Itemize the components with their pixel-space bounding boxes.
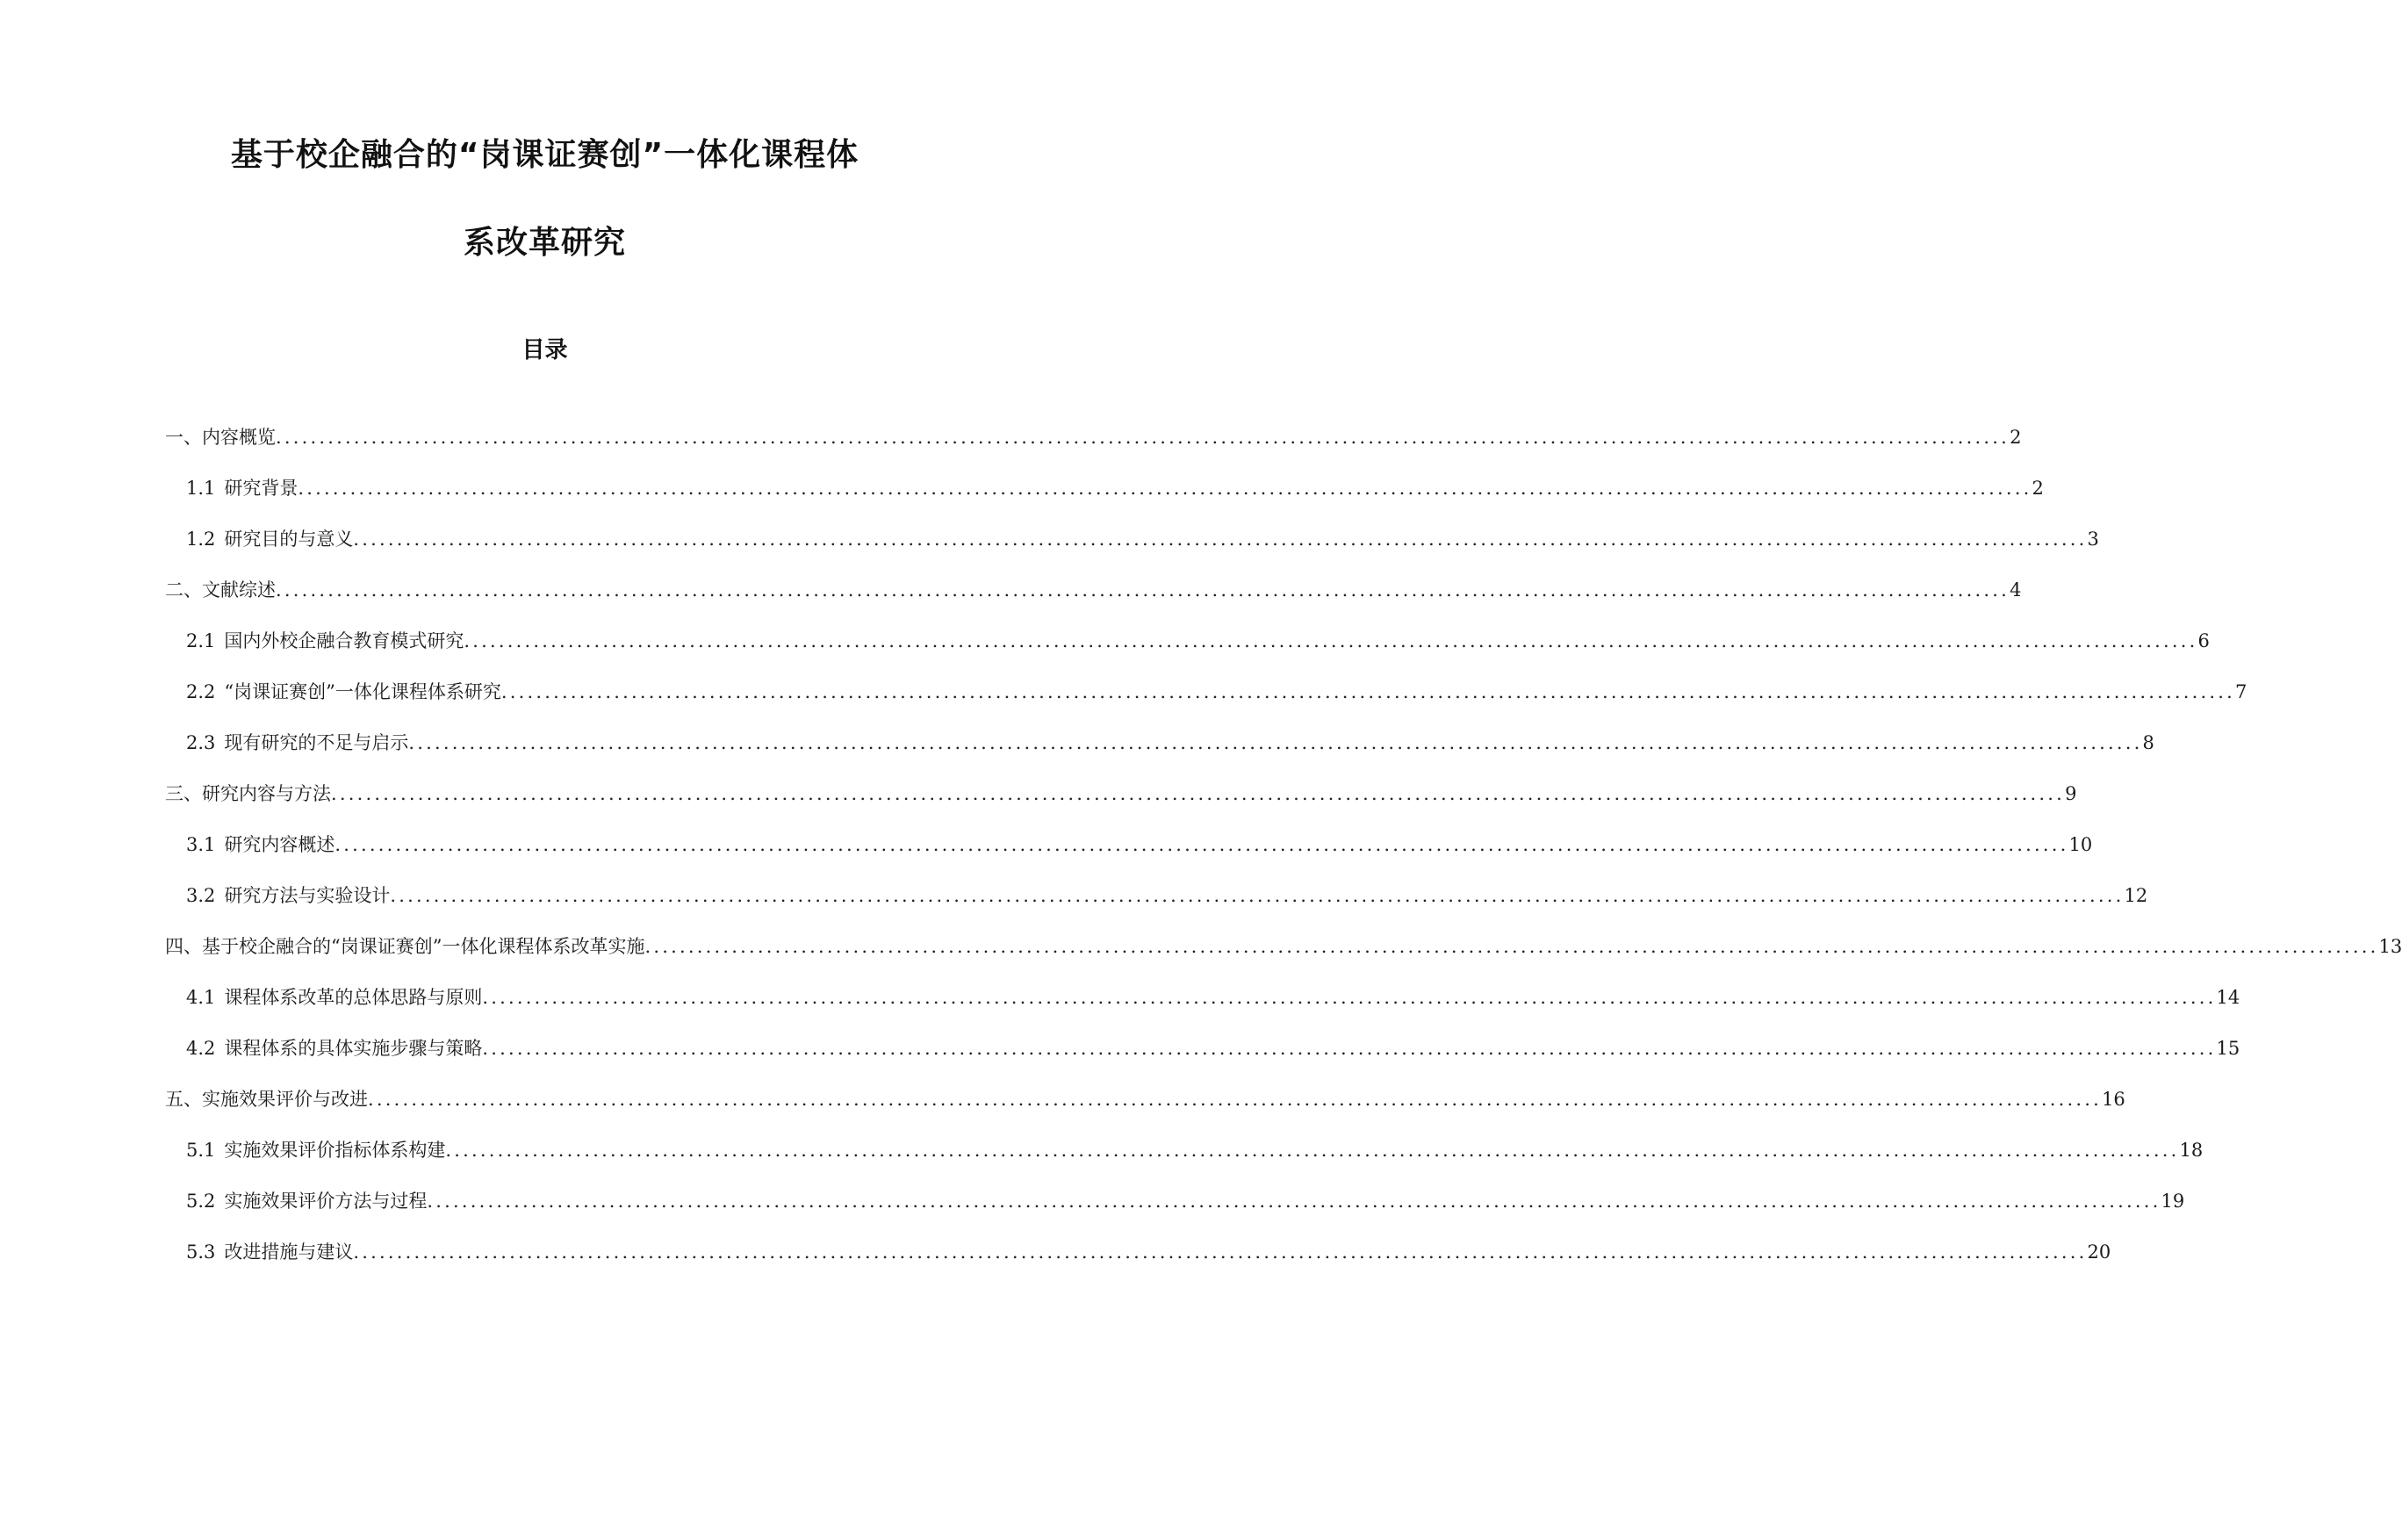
toc-heading: 目录 [521, 337, 568, 363]
toc-dot-leader: ........................................................................................................................................................................................................ [353, 529, 2088, 550]
toc-entry[interactable] [186, 625, 2210, 657]
toc-entry[interactable] [186, 1033, 2240, 1064]
toc-dot-leader: ........................................................................................................................................................................................................ [427, 1191, 2161, 1212]
toc-entry-page-number: 16 [2102, 1089, 2125, 1110]
toc-entry-number: 3.2 [186, 885, 216, 906]
toc-entry-page-number: 13 [2378, 936, 2402, 957]
toc-entry-title: 研究内容概述 [224, 834, 335, 855]
toc-entry-page-number: 12 [2124, 885, 2148, 906]
toc-entry[interactable] [186, 523, 2099, 555]
toc-entry[interactable] [165, 778, 2077, 810]
toc-entry-number: 2.2 [186, 681, 216, 702]
toc-entry-page-number: 9 [2065, 783, 2077, 804]
toc-entry-page-number: 2 [2010, 427, 2022, 448]
toc-entry-number: 2.1 [186, 630, 216, 651]
toc-entry-page-number: 6 [2197, 630, 2210, 651]
toc-dot-leader: ........................................................................................................................................................................................................ [368, 1089, 2103, 1110]
toc-dot-leader: ........................................................................................................................................................................................................ [276, 427, 2010, 448]
toc-dot-leader: ........................................................................................................................................................................................................ [390, 885, 2125, 906]
toc-entry-title: 改进措施与建议 [224, 1241, 354, 1263]
toc-entry-number: 1.1 [186, 478, 216, 499]
toc-entry-title: 国内外校企融合教育模式研究 [224, 630, 464, 651]
toc-dot-leader: ........................................................................................................................................................................................................ [482, 1038, 2217, 1059]
toc-entry-title: 研究方法与实验设计 [224, 885, 391, 906]
toc-entry-page-number: 7 [2234, 681, 2247, 702]
toc-entry[interactable] [165, 421, 2022, 453]
toc-dot-leader: ........................................................................................................................................................................................................ [464, 630, 2198, 651]
toc-dot-leader: ........................................................................................................................................................................................................ [644, 936, 2379, 957]
toc-entry-number: 2.3 [186, 732, 216, 753]
toc-dot-leader: ........................................................................................................................................................................................................ [445, 1140, 2180, 1161]
toc-dot-leader: ........................................................................................................................................................................................................ [482, 987, 2217, 1008]
toc-entry[interactable] [186, 1134, 2204, 1166]
toc-entry[interactable] [186, 472, 2044, 504]
document-title-line-1: 基于校企融合的“岗课证赛创”一体化课程体 [230, 137, 859, 173]
toc-entry-number: 1.2 [186, 529, 216, 550]
toc-entry-title: 内容概览 [202, 427, 276, 448]
toc-entry-number: 五、 [165, 1089, 202, 1110]
toc-entry-page-number: 18 [2179, 1140, 2204, 1161]
toc-dot-leader: ........................................................................................................................................................................................................ [331, 783, 2066, 804]
toc-entry-number: 3.1 [186, 834, 216, 855]
toc-entry-title: 基于校企融合的“岗课证赛创”一体化课程体系改革实施 [202, 936, 645, 957]
toc-entry-title: 现有研究的不足与启示 [224, 732, 409, 753]
document-title-line-2: 系改革研究 [463, 225, 626, 261]
toc-entry-title: 课程体系改革的总体思路与原则 [224, 987, 483, 1008]
toc-entry[interactable] [165, 574, 2022, 606]
toc-entry-page-number: 2 [2032, 478, 2044, 499]
toc-entry-title: 研究目的与意义 [224, 529, 354, 550]
toc-entry-number: 四、 [165, 936, 202, 957]
toc-dot-leader: ........................................................................................................................................................................................................ [500, 681, 2235, 702]
toc-entry-number: 三、 [165, 783, 202, 804]
toc-entry-page-number: 19 [2161, 1191, 2185, 1212]
toc-entry[interactable] [186, 1185, 2185, 1217]
toc-entry-page-number: 8 [2142, 732, 2154, 753]
toc-entry[interactable] [186, 727, 2154, 759]
toc-entry-title: 实施效果评价与改进 [202, 1089, 368, 1110]
toc-entry[interactable] [165, 1083, 2125, 1115]
toc-entry[interactable] [186, 1236, 2111, 1268]
toc-entry-page-number: 3 [2087, 529, 2099, 550]
toc-entry[interactable] [186, 676, 2247, 708]
toc-dot-leader: ........................................................................................................................................................................................................ [298, 478, 2032, 499]
toc-entry-title: 研究内容与方法 [202, 783, 331, 804]
toc-entry-title: 实施效果评价方法与过程 [224, 1191, 428, 1212]
toc-entry-number: 5.3 [186, 1241, 216, 1263]
toc-entry-page-number: 10 [2068, 834, 2093, 855]
toc-entry-title: “岗课证赛创”一体化课程体系研究 [224, 681, 501, 702]
toc-entry-title: 课程体系的具体实施步骤与策略 [224, 1038, 483, 1059]
toc-entry-number: 一、 [165, 427, 202, 448]
toc-entry-page-number: 14 [2216, 987, 2240, 1008]
toc-dot-leader: ........................................................................................................................................................................................................ [408, 732, 2143, 753]
toc-entry-title: 研究背景 [224, 478, 298, 499]
toc-dot-leader: ........................................................................................................................................................................................................ [334, 834, 2069, 855]
toc-entry-number: 4.1 [186, 987, 216, 1008]
toc-dot-leader: ........................................................................................................................................................................................................ [353, 1241, 2088, 1263]
toc-entry-title: 实施效果评价指标体系构建 [224, 1140, 446, 1161]
toc-entry-page-number: 15 [2216, 1038, 2240, 1059]
toc-entry-page-number: 4 [2010, 579, 2022, 601]
toc-entry-number: 5.2 [186, 1191, 216, 1212]
toc-entry-page-number: 20 [2087, 1241, 2111, 1263]
toc-entry[interactable] [165, 931, 2402, 962]
toc-entry[interactable] [186, 982, 2240, 1013]
toc-entry-number: 5.1 [186, 1140, 216, 1161]
toc-entry-title: 文献综述 [202, 579, 276, 601]
toc-entry[interactable] [186, 829, 2093, 860]
toc-entry[interactable] [186, 880, 2148, 911]
toc-dot-leader: ........................................................................................................................................................................................................ [276, 579, 2010, 601]
toc-entry-number: 4.2 [186, 1038, 216, 1059]
toc-entry-number: 二、 [165, 579, 202, 601]
